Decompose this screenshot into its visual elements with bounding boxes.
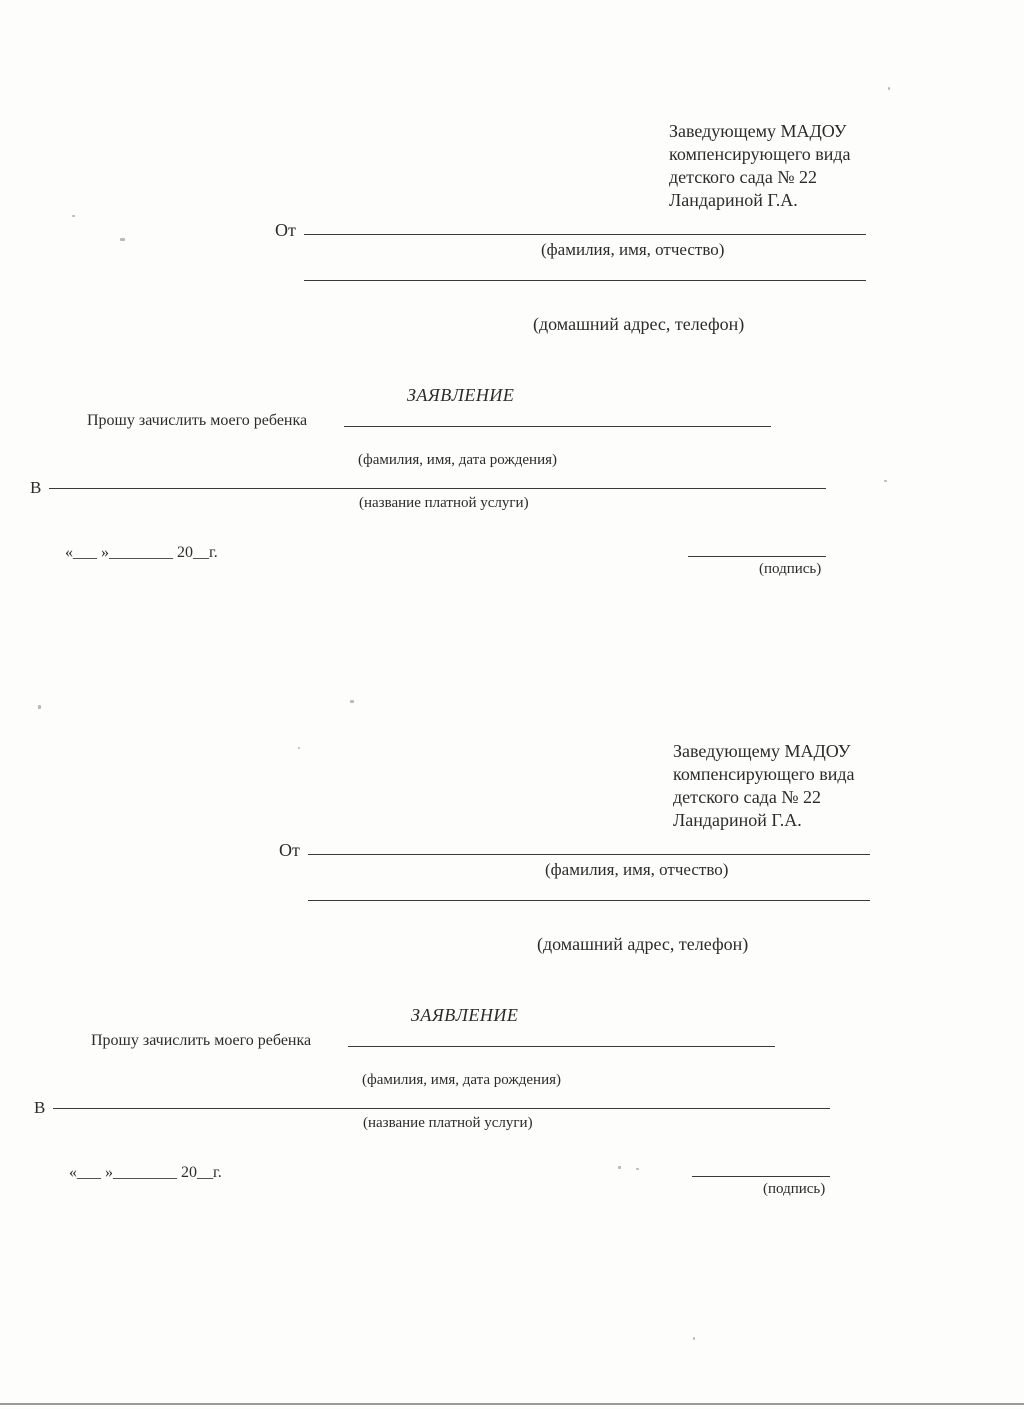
- date-field[interactable]: «___ »________ 20__г.: [65, 544, 218, 561]
- addressee-line-3: детского сада № 22: [673, 787, 822, 807]
- child-caption: (фамилия, имя, дата рождения): [358, 452, 557, 468]
- from-name-line[interactable]: [304, 234, 866, 235]
- signature-caption: (подпись): [763, 1181, 826, 1197]
- signature-line[interactable]: [692, 1176, 830, 1177]
- child-line[interactable]: [344, 426, 771, 427]
- addressee-line-3: детского сада № 22: [669, 167, 818, 187]
- request-text: Прошу зачислить моего ребенка: [87, 412, 308, 429]
- child-line[interactable]: [348, 1046, 775, 1047]
- service-prefix-label: В: [34, 1098, 46, 1117]
- child-caption: (фамилия, имя, дата рождения): [362, 1072, 561, 1088]
- scan-bottom-edge: [0, 1403, 1024, 1405]
- application-form-2: [4, 620, 1024, 1220]
- addressee-block: [669, 120, 851, 212]
- scan-speck: [298, 747, 300, 749]
- scan-speck: [618, 1166, 621, 1169]
- signature-line[interactable]: [688, 556, 826, 557]
- from-name-line[interactable]: [308, 854, 870, 855]
- address-line[interactable]: [304, 280, 866, 281]
- scan-speck: [636, 1168, 639, 1170]
- date-field[interactable]: «___ »________ 20__г.: [69, 1164, 222, 1181]
- addressee-line-1: Заведующему МАДОУ: [669, 121, 847, 141]
- scan-speck: [38, 705, 41, 709]
- service-line[interactable]: [53, 1108, 830, 1109]
- scan-speck: [72, 215, 75, 217]
- scan-speck: [693, 1337, 695, 1340]
- addressee-line-2: компенсирующего вида: [673, 764, 855, 784]
- service-line[interactable]: [49, 488, 826, 489]
- addressee-line-2: компенсирующего вида: [669, 144, 851, 164]
- scan-speck: [120, 238, 125, 241]
- addressee-line-4: Ландариной Г.А.: [669, 190, 798, 210]
- request-text: Прошу зачислить моего ребенка: [91, 1032, 312, 1049]
- signature-caption: (подпись): [759, 561, 822, 577]
- fio-caption: (фамилия, имя, отчество): [545, 860, 729, 879]
- from-label: От: [279, 840, 300, 860]
- addressee-block: [673, 740, 855, 832]
- service-caption: (название платной услуги): [363, 1115, 533, 1131]
- from-label: От: [275, 220, 296, 240]
- service-prefix-label: В: [30, 478, 42, 497]
- scan-speck: [884, 480, 887, 482]
- addressee-line-1: Заведующему МАДОУ: [673, 741, 851, 761]
- scan-speck: [888, 87, 890, 90]
- form-title: ЗАЯВЛЕНИЕ: [407, 385, 515, 405]
- application-form-1: [0, 0, 1024, 600]
- addressee-line-4: Ландариной Г.А.: [673, 810, 802, 830]
- service-caption: (название платной услуги): [359, 495, 529, 511]
- address-caption: (домашний адрес, телефон): [533, 314, 745, 334]
- address-caption: (домашний адрес, телефон): [537, 934, 749, 954]
- address-line[interactable]: [308, 900, 870, 901]
- form-title: ЗАЯВЛЕНИЕ: [411, 1005, 519, 1025]
- fio-caption: (фамилия, имя, отчество): [541, 240, 725, 259]
- scan-speck: [350, 700, 354, 703]
